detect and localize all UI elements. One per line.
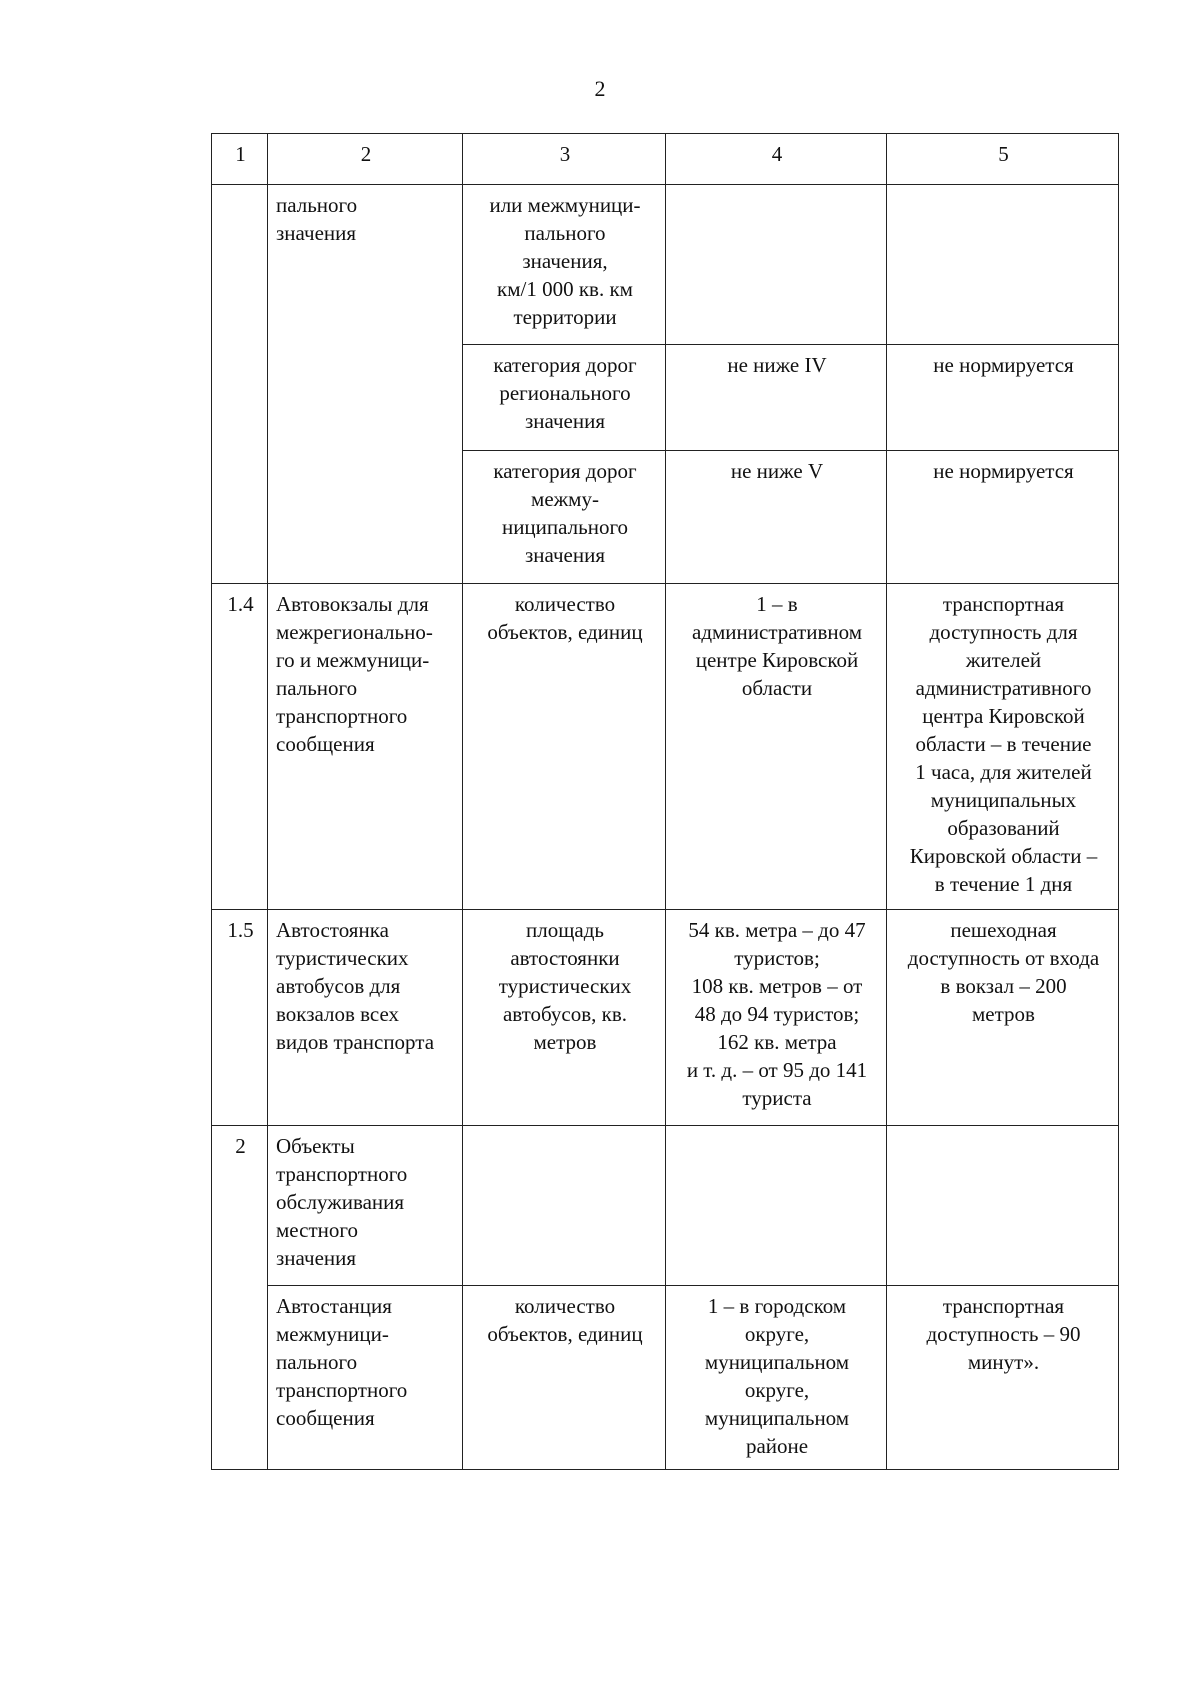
min-value-cell: 1 – в административном центре Кировской области	[666, 584, 887, 910]
unit-cell: площадь автостоянки туристических автобусов, кв. метров	[463, 910, 666, 1126]
min-value-cell: не ниже IV	[666, 345, 887, 451]
unit-cell: количество объектов, единиц	[463, 584, 666, 910]
table-row	[212, 185, 1119, 345]
indicator-name-cell: Объекты транспортного обслуживания местного значения	[268, 1126, 463, 1286]
max-value-cell: транспортная доступность – 90 минут».	[887, 1286, 1119, 1470]
unit-cell: или межмуници- пального значения, км/1 000 кв. км территории	[463, 185, 666, 345]
unit-cell: количество объектов, единиц	[463, 1286, 666, 1470]
indicator-name-cell: пального значения	[268, 185, 463, 584]
max-value-cell: не нормируется	[887, 451, 1119, 584]
unit-cell: категория дорог регионального значения	[463, 345, 666, 451]
indicator-name-cell: Автостоянка туристических автобусов для вокзалов всех видов транспорта	[268, 910, 463, 1126]
table-row	[212, 1126, 1119, 1286]
min-value-cell	[666, 1126, 887, 1286]
max-value-cell: не нормируется	[887, 345, 1119, 451]
indicator-name-cell: Автовокзалы для межрегионально- го и межмуници- пального транспортного сообщения	[268, 584, 463, 910]
table-row	[212, 584, 1119, 910]
unit-cell	[463, 1126, 666, 1286]
header-col-1: 1	[212, 134, 268, 185]
max-value-cell	[887, 1126, 1119, 1286]
min-value-cell: 1 – в городском округе, муниципальном округе, муниципальном районе	[666, 1286, 887, 1470]
indicator-name-cell: Автостанция межмуници- пального транспортного сообщения	[268, 1286, 463, 1470]
row-number-cell: 2	[212, 1126, 268, 1470]
min-value-cell: 54 кв. метра – до 47 туристов; 108 кв. метров – от 48 до 94 туристов; 162 кв. метра и т. д. – от 95 до 141 туриста	[666, 910, 887, 1126]
unit-cell: категория дорог межму- ниципального значения	[463, 451, 666, 584]
min-value-cell: не ниже V	[666, 451, 887, 584]
page-number: 2	[594, 76, 606, 101]
table-row	[212, 1286, 1119, 1470]
header-col-4: 4	[666, 134, 887, 185]
header-col-3: 3	[463, 134, 666, 185]
header-col-5: 5	[887, 134, 1119, 185]
table-row	[212, 910, 1119, 1126]
max-value-cell: пешеходная доступность от входа в вокзал – 200 метров	[887, 910, 1119, 1126]
header-col-2: 2	[268, 134, 463, 185]
max-value-cell	[887, 185, 1119, 345]
min-value-cell	[666, 185, 887, 345]
row-number-cell	[212, 185, 268, 584]
header-row	[212, 134, 1119, 185]
row-number-cell: 1.5	[212, 910, 268, 1126]
norms-table	[211, 133, 1119, 1470]
row-number-cell: 1.4	[212, 584, 268, 910]
max-value-cell: транспортная доступность для жителей административного центра Кировской области – в течение 1 часа, для жителей муниципальных образований Кировской области – в течение 1 дня	[887, 584, 1119, 910]
